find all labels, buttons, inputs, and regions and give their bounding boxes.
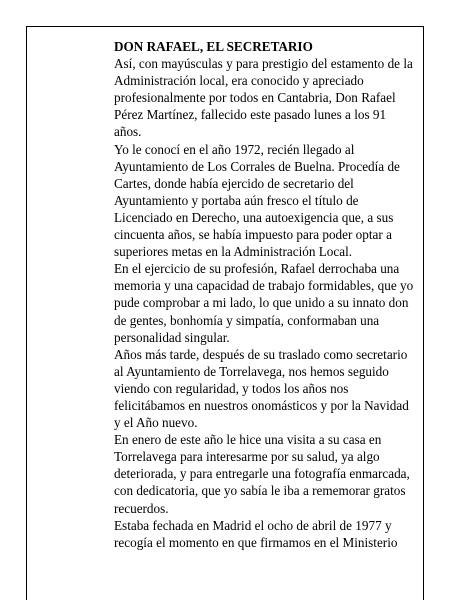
- paragraph: Yo le conocí en el año 1972, recién llegado al Ayuntamiento de Los Corrales de Buelna. Procedía de Cartes, donde había ejercido de secretario del Ayuntamiento y portaba aún fresco el título de Licenciado en Derecho, una autoexigencia que, a sus cincuenta años, se había impuesto para poder optar a superiores metas en la Administración Local.: [114, 141, 400, 260]
- paragraph: Años más tarde, después de su traslado como secretario al Ayuntamiento de Torrelavega, nos hemos seguido viendo con regularidad, y todos los años nos felicitábamos en nuestros onomásticos y por la Navidad y el Año nuevo.: [114, 346, 409, 431]
- paragraph: En enero de este año le hice una visita a su casa en Torrelavega para interesarme por su salud, ya algo deteriorada, y para entregarle una fotografía enmarcada, con dedicatoria, que yo sabía le iba a rememorar gratos recuerdos.: [114, 432, 410, 516]
- paragraph: Estaba fechada en Madrid el ocho de abril de 1977 y recogía el momento en que firmamos en el Ministerio: [114, 517, 398, 550]
- article: [114, 38, 414, 551]
- article-title: DON RAFAEL, EL SECRETARIO: [114, 39, 313, 54]
- paragraph: Así, con mayúsculas y para prestigio del estamento de la Administración local, era conocido y apreciado profesionalmente por todos en Cantabria, Don Rafael Pérez Martínez, fallecido este pasado lunes a los 91 años.: [114, 56, 413, 140]
- paragraph: En el ejercicio de su profesión, Rafael derrochaba una memoria y una capacidad de trabajo formidables, que yo pude comprobar a mi lado, lo que unido a su innato don de gentes, bonhomía y simpatía, conformaban una personalidad singular.: [114, 261, 414, 345]
